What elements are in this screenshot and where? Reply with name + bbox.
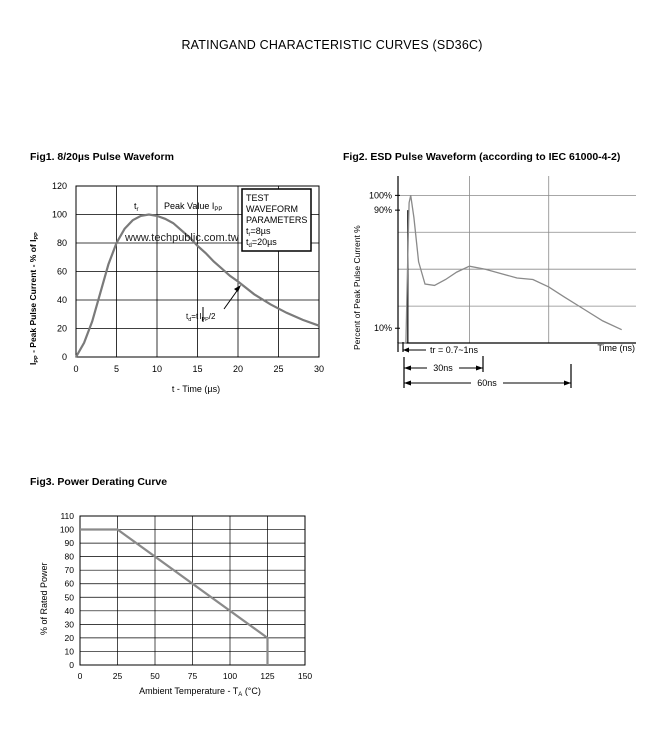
fig2-chart bbox=[340, 170, 650, 395]
fig1-x-tick-label: 10 bbox=[151, 364, 163, 374]
fig2-y-axis-label: Percent of Peak Pulse Current % bbox=[352, 225, 362, 350]
fig1-y-tick-label: 0 bbox=[61, 352, 67, 362]
fig2-grid bbox=[398, 176, 636, 343]
fig1-y-tick-label: 120 bbox=[51, 181, 67, 191]
fig3-x-tick-label: 150 bbox=[297, 671, 313, 681]
fig1-x-tick-label: 0 bbox=[73, 364, 79, 374]
fig1-y-tick-label: 80 bbox=[56, 238, 67, 248]
fig1-label-td: $t_d=tI_{PP}/2$ bbox=[186, 312, 216, 323]
fig3-chart bbox=[30, 505, 330, 705]
fig2-dim-60-arrow-right bbox=[564, 381, 571, 386]
fig1-x-tick-label: 15 bbox=[192, 364, 203, 374]
fig2-tr-arrowhead bbox=[403, 348, 409, 353]
fig3-y-axis-label: % of Rated Power bbox=[39, 562, 49, 635]
fig3-y-tick-label: 50 bbox=[64, 592, 74, 603]
fig1-y-tick-label: 20 bbox=[56, 323, 67, 334]
fig2-label-tr: tr = 0.7~1ns bbox=[430, 345, 479, 355]
fig2-dim-30-arrow-right bbox=[476, 366, 483, 371]
fig1-legend-line-1: TEST bbox=[246, 193, 270, 203]
fig1-legend-line-2: WAVEFORM bbox=[246, 204, 298, 214]
fig3-y-tick-label: 0 bbox=[69, 660, 74, 670]
fig3-y-tick-label: 110 bbox=[60, 511, 74, 521]
fig2-y-tick-label: 90% bbox=[373, 205, 392, 216]
fig3-x-tick-label: 25 bbox=[112, 671, 123, 681]
fig3-y-tick-label: 90 bbox=[64, 538, 74, 549]
fig1-y-tick-label: 100 bbox=[51, 209, 67, 220]
fig3-y-tick-label: 30 bbox=[64, 619, 74, 630]
fig3-x-tick-label: 0 bbox=[77, 671, 83, 681]
fig2-y-tick-labels bbox=[369, 190, 400, 333]
fig1-x-tick-label: 5 bbox=[113, 364, 120, 374]
fig1-y-tick-label: 40 bbox=[56, 295, 67, 305]
fig1-y-tick-labels bbox=[52, 181, 67, 362]
fig2-label-60ns: 60ns bbox=[477, 378, 497, 388]
fig1-y-tick-label: 60 bbox=[56, 266, 67, 277]
fig1-legend-tr: $t_r=8\mu s$ bbox=[246, 226, 271, 238]
fig3-y-tick-label: 10 bbox=[64, 646, 74, 657]
fig1-legend-line-3: PARAMETERS bbox=[246, 215, 308, 225]
fig2-y-tick-label: 10% bbox=[373, 323, 392, 334]
fig3-y-tick-labels bbox=[60, 511, 74, 670]
fig2-y-tick-label: 100% bbox=[368, 190, 392, 201]
fig3-x-tick-label: 125 bbox=[260, 671, 275, 681]
fig3-y-tick-label: 80 bbox=[64, 551, 74, 562]
fig1-x-tick-label: 20 bbox=[232, 364, 244, 374]
fig3-caption: Fig3. Power Derating Curve bbox=[30, 476, 168, 488]
fig3-y-tick-label: 60 bbox=[64, 578, 74, 589]
fig3-x-tick-label: 100 bbox=[222, 671, 238, 681]
fig1-watermark: www.techpublic.com.tw bbox=[125, 232, 239, 244]
fig1-y-axis-label: $I_{PP}$ - Peak Pulse Current - % of $I_{PP}$ bbox=[28, 232, 40, 365]
fig1-x-axis-label: t - Time (µs) bbox=[171, 384, 221, 394]
fig3-x-axis-label: Ambient Temperature - $T_A$ (°C) bbox=[139, 686, 261, 698]
fig1-label-peak: Peak Value $I_{PP}$ bbox=[164, 201, 223, 213]
fig3-y-axis-label-svg bbox=[36, 540, 52, 640]
fig1-legend-td: $t_d=20\mu s$ bbox=[246, 237, 277, 249]
fig1-x-tick-label: 30 bbox=[313, 364, 325, 374]
fig2-dim-30-arrow-left bbox=[404, 366, 411, 371]
fig1-caption: Fig1. 8/20µs Pulse Waveform bbox=[30, 151, 174, 163]
fig1-x-tick-label: 25 bbox=[273, 364, 284, 374]
fig2-caption: Fig2. ESD Pulse Waveform (according to IEC 61000-4-2) bbox=[343, 151, 621, 163]
fig3-grid bbox=[80, 516, 305, 665]
fig2-y-axis-label-svg bbox=[348, 195, 366, 355]
fig1-td-arrow bbox=[224, 288, 239, 309]
fig3-y-tick-label: 100 bbox=[59, 524, 74, 535]
fig1-y-axis-label-svg bbox=[22, 180, 42, 370]
fig3-y-tick-label: 20 bbox=[64, 632, 74, 643]
fig3-y-tick-label: 40 bbox=[64, 605, 74, 616]
fig3-x-tick-label: 75 bbox=[187, 671, 198, 681]
fig1-label-tr: $t_r$ bbox=[134, 201, 139, 213]
fig2-label-30ns: 30ns bbox=[433, 363, 453, 373]
fig1-x-tick-labels bbox=[73, 364, 324, 374]
fig2-x-axis-label: Time (ns) bbox=[597, 343, 635, 353]
fig3-x-tick-label: 50 bbox=[150, 671, 160, 681]
page-title: RATINGAND CHARACTERISTIC CURVES (SD36C) bbox=[181, 38, 483, 52]
fig3-y-tick-label: 70 bbox=[64, 565, 74, 576]
fig3-x-tick-labels bbox=[78, 671, 313, 681]
fig2-dim-60-arrow-left bbox=[404, 381, 411, 386]
fig1-chart bbox=[0, 170, 340, 400]
fig1-td-arrowhead bbox=[234, 285, 241, 292]
